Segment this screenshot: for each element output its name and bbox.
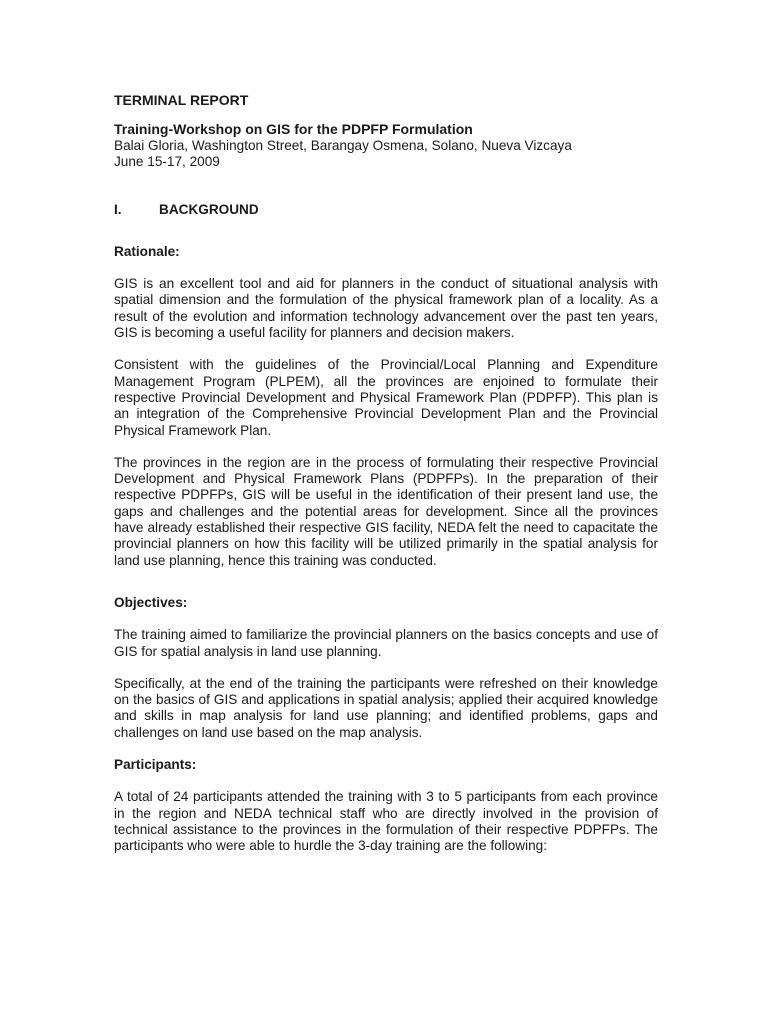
venue-line: Balai Gloria, Washington Street, Barangay Osmena, Solano, Nueva Vizcaya — [114, 138, 572, 153]
objectives-heading: Objectives: — [114, 594, 188, 610]
objectives-paragraph-2: Specifically, at the end of the training the participants were refreshed on their knowledge on the basics of GIS and applications in spatial analysis; applied their acquired knowledge and skills in map analysis for land use planning; and identified problems, gaps and challenges on land use based on the map analysis. — [114, 675, 658, 740]
date-line: June 15-17, 2009 — [114, 154, 220, 170]
participants-paragraph-1: A total of 24 participants attended the training with 3 to 5 participants from each province in the region and NEDA technical staff who are directly involved in the provision of technical assistance to the provinces in the formulation of their respective PDPFPs. The participants who were able to hurdle the 3-day training are the following: — [114, 789, 658, 854]
rationale-paragraph-1: GIS is an excellent tool and aid for planners in the conduct of situational analysis with spatial dimension and the formulation of the physical framework plan of a locality. As a result of the evolution and information technology advancement over the past ten years, GIS is becoming a useful facility for planners and decision makers. — [114, 276, 658, 341]
rationale-paragraph-2: Consistent with the guidelines of the Provincial/Local Planning and Expenditure Management Program (PLPEM), all the provinces are enjoined to formulate their respective Provincial Development and Physical Framework Plan (PDPFP). This plan is an integration of the Comprehensive Provincial Development Plan and the Provincial Physical Framework Plan. — [114, 357, 658, 438]
rationale-heading: Rationale: — [114, 243, 180, 259]
rationale-paragraph-3: The provinces in the region are in the process of formulating their respective Provincial Development and Physical Framework Plans (PDPFPs). In the preparation of their respective PDPFPs, GIS will be useful in the identification of their present land use, the gaps and challenges and the potential areas for development. Since all the provinces have already established their respective GIS facility, NEDA felt the need to capacitate the provincial planners on how this facility will be utilized primarily in the spatial analysis for land use planning, hence this training was conducted. — [114, 454, 658, 568]
document-body — [114, 91, 658, 855]
section-heading-background — [114, 202, 658, 218]
objectives-paragraph-1: The training aimed to familiarize the provincial planners on the basics concepts and use of GIS for spatial analysis in land use planning. — [114, 627, 658, 659]
report-title: TERMINAL REPORT — [114, 92, 249, 108]
section-title: BACKGROUND — [159, 201, 259, 217]
section-number: I. — [114, 201, 122, 217]
participants-heading: Participants: — [114, 757, 197, 773]
workshop-title: Training-Workshop on GIS for the PDPFP Formulation — [114, 121, 473, 137]
